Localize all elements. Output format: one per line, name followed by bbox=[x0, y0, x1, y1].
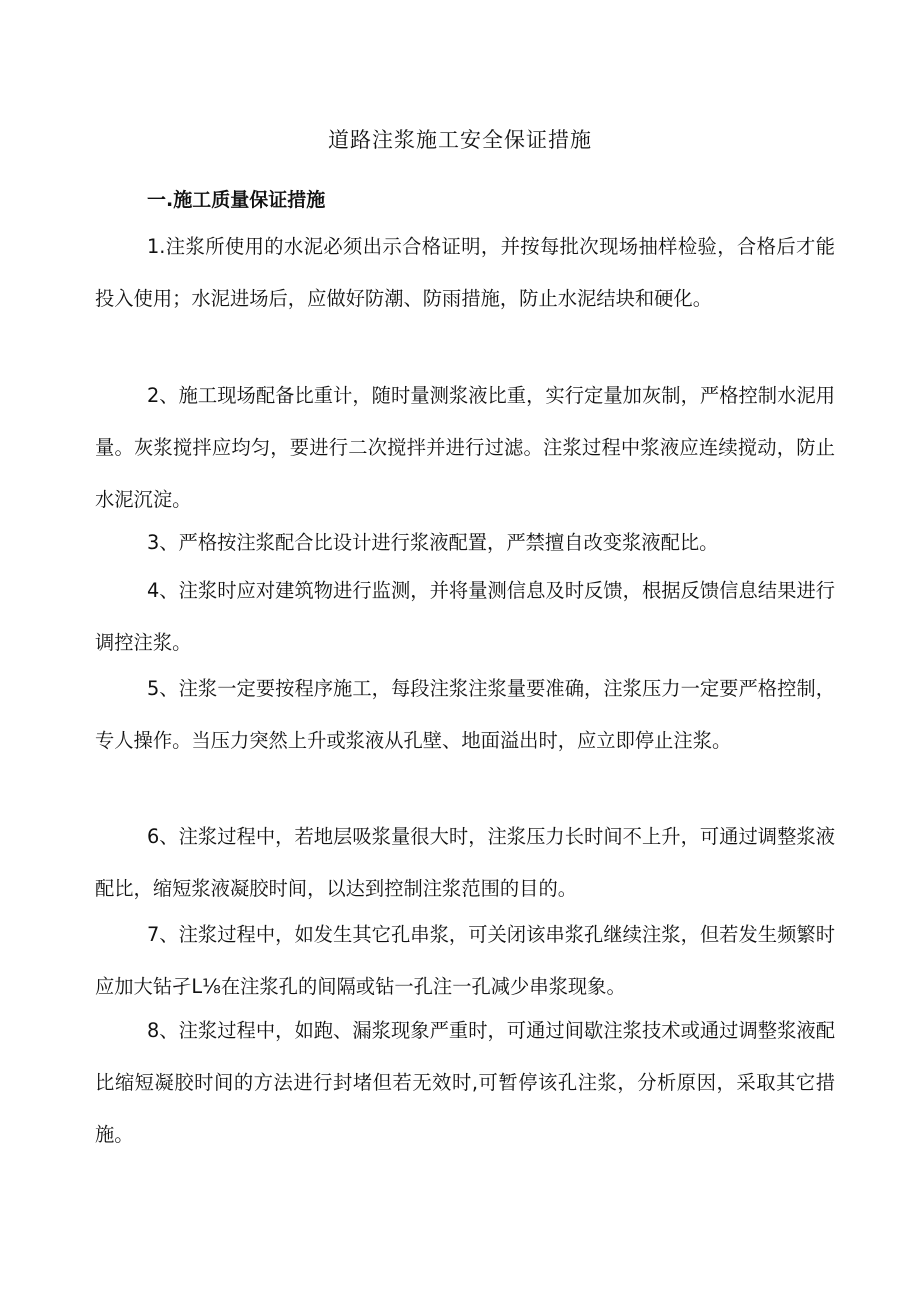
document-title: 道路注浆施工安全保证措施 bbox=[328, 128, 592, 152]
paragraph-5: 5、注浆一定要按程序施工，每段注浆注浆量要准确，注浆压力一定要严格控制，专人操作。当压力突然上升或浆液从孔壁、地面溢出时，应立即停止注浆。 bbox=[95, 677, 835, 752]
paragraph-2: 2、施工现场配备比重计，随时量测浆液比重，实行定量加灰制，严格控制水泥用量。灰浆搅拌应均匀，要进行二次搅拌并进行过滤。注浆过程中浆液应连续搅动，防止水泥沉淀。 bbox=[95, 384, 835, 511]
paragraph-1: 1.注浆所使用的水泥必须出示合格证明，并按每批次现场抽样检验，合格后才能投入使用；水泥进场后，应做好防潮、防雨措施，防止水泥结块和硬化。 bbox=[95, 235, 835, 310]
paragraph-3: 3、严格按注浆配合比设计进行浆液配置，严禁擅自改变浆液配比。 bbox=[147, 531, 719, 554]
paragraph-6: 6、注浆过程中，若地层吸浆量很大时，注浆压力长时间不上升，可通过调整浆液配比，缩短浆液凝胶时间，以达到控制注浆范围的目的。 bbox=[95, 825, 835, 900]
paragraph-4: 4、注浆时应对建筑物进行监测，并将量测信息及时反馈，根据反馈信息结果进行调控注浆。 bbox=[95, 579, 835, 654]
section-heading: 一.施工质量保证措施 bbox=[147, 189, 326, 211]
paragraph-8: 8、注浆过程中，如跑、漏浆现象严重时，可通过间歇注浆技术或通过调整浆液配比缩短凝胶时间的方法进行封堵但若无效时,可暂停该孔注浆，分析原因，采取其它措施。 bbox=[95, 1019, 835, 1146]
paragraph-7: 7、注浆过程中，如发生其它孔串浆，可关闭该串浆孔继续注浆，但若发生频繁时应加大钻孑L⅛在注浆孔的间隔或钻一孔注一孔减少串浆现象。 bbox=[95, 923, 835, 998]
